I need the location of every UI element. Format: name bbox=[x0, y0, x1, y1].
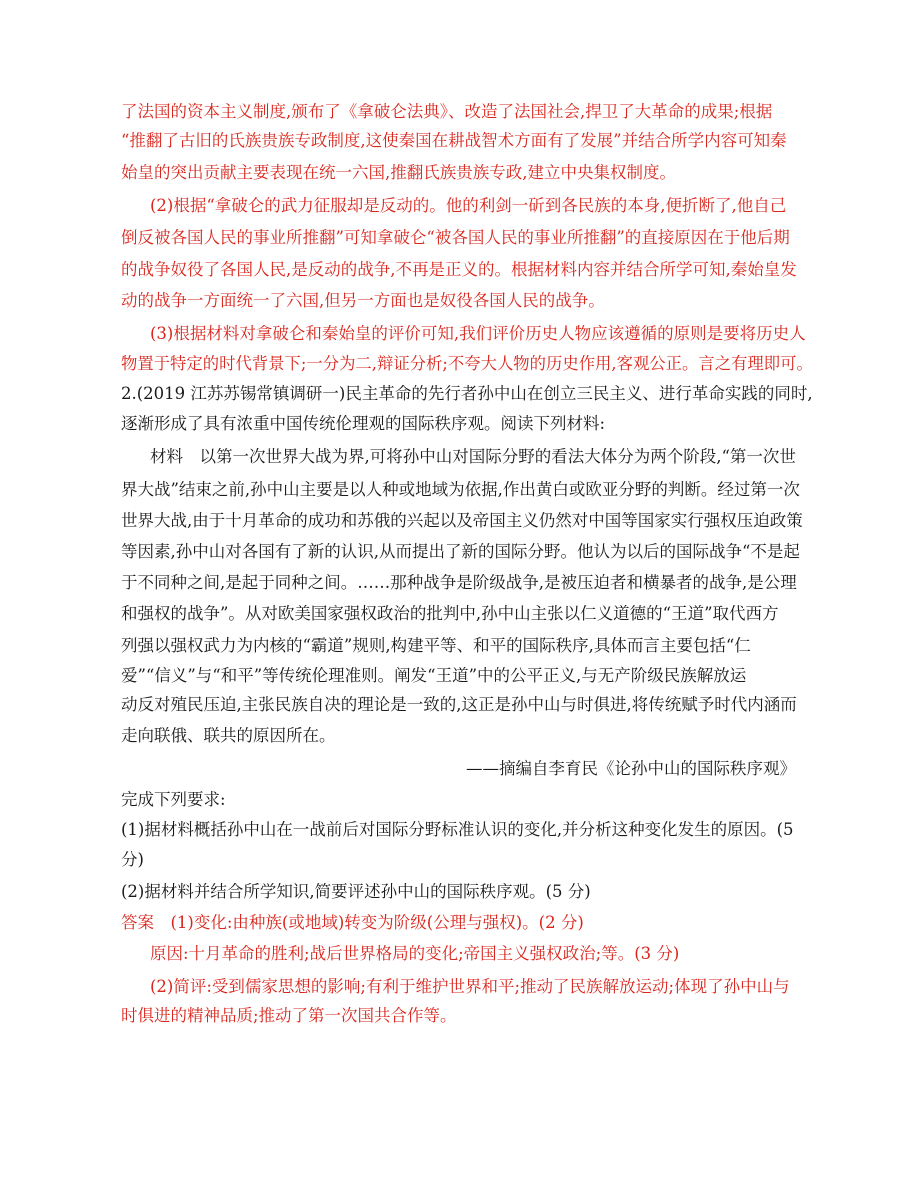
answer-line: 动的战争一方面统一了六国,但另一方面也是奴役各国人民的战争。 bbox=[121, 291, 605, 310]
task-line: 分) bbox=[121, 850, 144, 869]
question-intro: 2.(2019 江苏苏锡常镇调研一)民主革命的先行者孙中山在创立三民主义、进行革命实践的同时, bbox=[121, 384, 813, 403]
material-line: 走向联俄、联共的原因所在。 bbox=[121, 726, 336, 745]
answer-line: 物置于特定的时代背景下;一分为二,辩证分析;不夸大人物的历史作用,客观公正。言之有理即可。 bbox=[121, 354, 813, 373]
task-line: (1)据材料概括孙中山在一战前后对国际分野标准认识的变化,并分析这种变化发生的原因。(5 bbox=[121, 820, 794, 839]
answer-line: (2)根据“拿破仑的武力征服却是反动的。他的利剑一斫到各民族的本身,便折断了,他自己 bbox=[150, 196, 787, 215]
material-line: 和强权的战争”。从对欧美国家强权政治的批判中,孙中山主张以仁义道德的“王道”取代西方 bbox=[121, 604, 779, 623]
material-line: 于不同种之间,是起于同种之间。……那种战争是阶级战争,是被压迫者和横暴者的战争,是公理 bbox=[121, 573, 797, 592]
material-line: 世界大战,由于十月革命的成功和苏俄的兴起以及帝国主义仍然对中国等国家实行强权压迫政策 bbox=[121, 511, 803, 530]
answer-line: (3)根据材料对拿破仑和秦始皇的评价可知,我们评价历史人物应该遵循的原则是要将历史人 bbox=[150, 324, 806, 343]
material-line: 爱”“信义”与“和平”等传统伦理准则。阐发“王道”中的公平正义,与无产阶级民族解放运 bbox=[121, 666, 747, 685]
material-line: 列强以强权武力为内核的“霸道”规则,构建平等、和平的国际秩序,具体而言主要包括“仁 bbox=[121, 636, 751, 655]
material-line: 等因素,孙中山对各国有了新的认识,从而提出了新的国际分野。他认为以后的国际战争“不是起 bbox=[121, 542, 800, 561]
answer-line: (2)简评:受到儒家思想的影响;有利于维护世界和平;推动了民族解放运动;体现了孙中山与 bbox=[150, 977, 790, 996]
answer-line: “推翻了古旧的氏族贵族专政制度,这使秦国在耕战智术方面有了发展”并结合所学内容可知秦 bbox=[121, 131, 787, 150]
material-line: 材料 以第一次世界大战为界,可将孙中山对国际分野的看法大体分为两个阶段,“第一次世 bbox=[150, 447, 796, 466]
task-line: (2)据材料并结合所学知识,简要评述孙中山的国际秩序观。(5 分) bbox=[121, 882, 591, 901]
answer-line: 原因:十月革命的胜利;战后世界格局的变化;帝国主义强权政治;等。(3 分) bbox=[150, 944, 680, 963]
answer-line: 倒反被各国人民的事业所推翻”可知拿破仑“被各国人民的事业所推翻”的直接原因在于他后期 bbox=[121, 228, 790, 247]
material-source: ——摘编自李育民《论孙中山的国际秩序观》 bbox=[466, 759, 796, 778]
question-intro: 逐渐形成了具有浓重中国传统伦理观的国际秩序观。阅读下列材料: bbox=[121, 414, 606, 433]
answer-line: 始皇的突出贡献主要表现在统一六国,推翻氏族贵族专政,建立中央集权制度。 bbox=[121, 163, 676, 182]
material-line: 动反对殖民压迫,主张民族自决的理论是一致的,这正是孙中山与时俱进,将传统赋予时代内涵而 bbox=[121, 695, 797, 714]
answer-line: 时俱进的精神品质;推动了第一次国共合作等。 bbox=[121, 1006, 457, 1025]
answer-line: 了法国的资本主义制度,颁布了《拿破仑法典》、改造了法国社会,捍卫了大革命的成果;根据 bbox=[121, 102, 773, 121]
material-line: 界大战”结束之前,孙中山主要是以人种或地域为依据,作出黄白或欧亚分野的判断。经过第一次 bbox=[121, 480, 800, 499]
answer-line: 答案 (1)变化:由种族(或地域)转变为阶级(公理与强权)。(2 分) bbox=[121, 913, 584, 932]
answer-line: 的战争奴役了各国人民,是反动的战争,不再是正义的。根据材料内容并结合所学可知,秦始皇发 bbox=[121, 260, 797, 279]
requirement-heading: 完成下列要求: bbox=[121, 790, 226, 809]
